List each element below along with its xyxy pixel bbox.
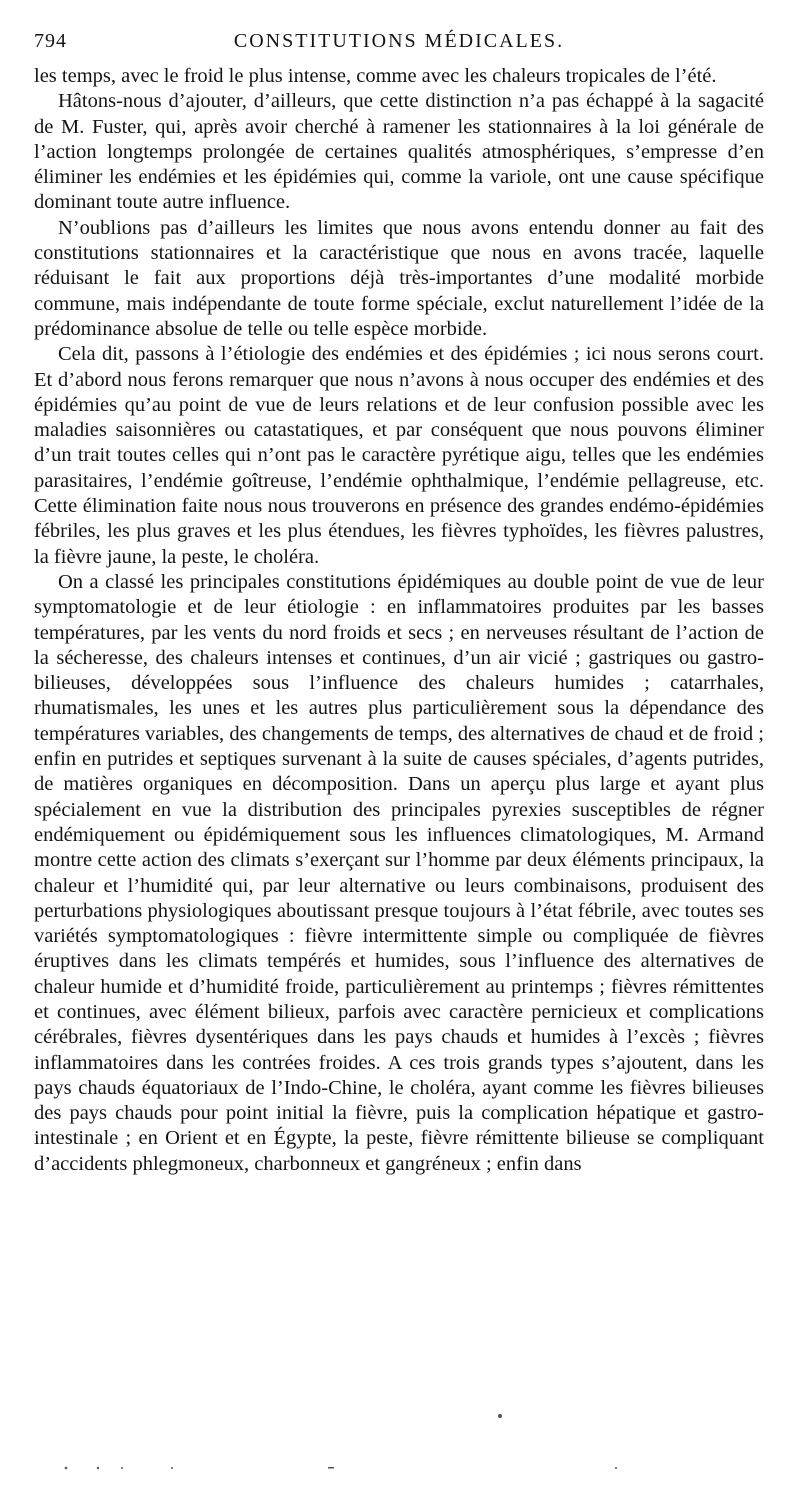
body-text <box>34 64 764 1177</box>
paragraph: Cela dit, passons à l’étiologie des endémies et des épidémies ; ici nous serons court. Et d’abord nous ferons remarquer que nous n’avons à nous occuper des endémies et des épidémies qu’au point de vue de leurs relations et de leur confusion possible avec les maladies saisonnières ou catastatiques, et par conséquent que nous pouvons éliminer d’un trait toutes celles qui n’ont pas le caractère pyrétique aigu, telles que les endémies parasitaires, l’endémie goîtreuse, l’endémie ophthalmique, l’endémie pellagreuse, etc. Cette élimination faite nous nous trouverons en présence des grandes endémo-épidémies fébriles, les plus graves et les plus étendues, les fièvres typhoïdes, les fièvres palustres, la fièvre jaune, la peste, le choléra. <box>34 343 764 568</box>
paragraph: N’oublions pas d’ailleurs les limites que nous avons entendu donner au fait des constitutions stationnaires et la caractéristique que nous en avons tracée, laquelle réduisant le fait aux proportions déjà très-importantes d’une modalité morbide commune, mais indépendante de toute forme spéciale, exclut naturellement l’idée de la prédominance absolue de telle ou telle espèce morbide. <box>34 216 764 340</box>
running-header <box>34 28 764 64</box>
paragraph: Hâtons-nous d’ajouter, d’ailleurs, que cette distinction n’a pas échappé à la sagacité de M. Fuster, qui, après avoir cherché à ramener les stationnaires à la loi générale de l’action longtemps prolongée de certaines qualités atmosphériques, s’empresse d’en éliminer les endémies et les épidémies qui, comme la variole, ont une cause spécifique dominant toute autre influence. <box>34 90 764 214</box>
running-title: CONSTITUTIONS MÉDICALES. <box>233 30 565 52</box>
paragraph-continued: les temps, avec le froid le plus intense, comme avec les chaleurs tropicales de l’été. <box>34 65 717 87</box>
paragraph: On a classé les principales constitutions épidémiques au double point de vue de leur symptomatologie et de leur étiologie : en inflammatoires produites par les basses températures, par les vents du nord froids et secs ; en nerveuses résultant de l’action de la sécheresse, des chaleurs intenses et continues, d’un air vicié ; gastriques ou gastro-bilieuses, développées sous l’influence des chaleurs humides ; catarrhales, rhumatismales, les unes et les autres plus particulièrement sous la dépendance des températures variables, des changements de temps, des alternatives de chaud et de froid ; enfin en putrides et septiques survenant à la suite de causes spéciales, d’agents putrides, de matières organiques en décomposition. Dans un aperçu plus large et ayant plus spécialement en vue la distribution des principales pyrexies susceptibles de régner endémiquement ou épidémiquement sous les influences climatologiques, M. Armand montre cette action des climats s’exerçant sur l’homme par deux éléments principaux, la chaleur et l’humidité qui, par leur alternative ou leurs combinaisons, produisent des perturbations physiologiques aboutissant presque toujours à l’état fébrile, avec toutes ses variétés symptomatologiques : fièvre intermittente simple ou compliquée de fièvres éruptives dans les climats tempérés et humides, sous l’influence des alternatives de chaleur humide et d’humidité froide, particulièrement au printemps ; fièvres rémittentes et continues, avec élément bilieux, parfois avec caractère pernicieux et complications cérébrales, fièvres dysentériques dans les pays chauds et humides à l’excès ; fièvres inflammatoires dans les contrées froides. A ces trois grands types s’ajoutent, dans les pays chauds équatoriaux de l’Indo-Chine, le choléra, ayant comme les fièvres bilieuses des pays chauds pour point initial la fièvre, puis la complication hépatique et gastro-intestinale ; en Orient et en Égypte, la peste, fièvre rémittente bilieuse se compliquant d’accidents phlegmoneux, charbonneux et gangréneux ; enfin dans <box>34 570 764 1175</box>
page-number: 794 <box>34 30 67 52</box>
book-page <box>34 28 764 1177</box>
